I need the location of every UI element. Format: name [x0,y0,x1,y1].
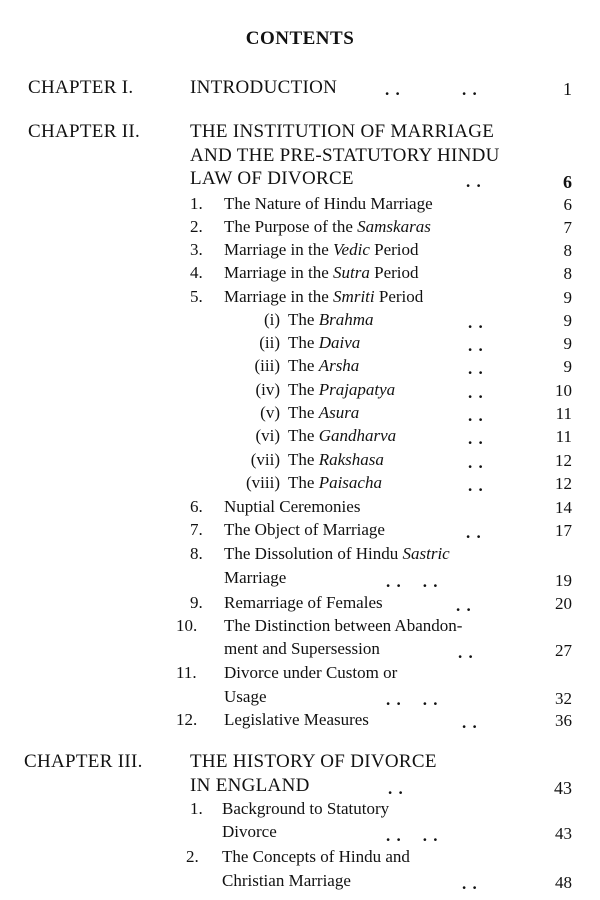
chapter-2-title-line-3: LAW OF DIVORCE [190,168,354,189]
chapter-3-page: 43 [554,778,572,798]
chapter-2-title-line-1: THE INSTITUTION OF MARRIAGE [190,121,495,142]
toc-subitem-leader-dots: . . [468,383,484,402]
toc-item-number: 3. [190,240,203,259]
toc-item-page: 20 [555,594,572,613]
toc-item-page: 19 [555,571,572,590]
toc-subitem-title: The Brahma [288,310,374,329]
toc-item-number: 11. [176,663,197,682]
toc-item-title: Marriage in the Smriti Period [224,287,424,306]
chapter-1-leader-dots-2: . . [462,80,478,99]
toc-subitem-page: 9 [563,311,572,330]
toc-item-number: 1. [190,194,203,213]
chapter-2-page: 6 [563,172,572,192]
toc-subitem-page: 9 [563,334,572,353]
toc-item-leader-dots: . . [458,643,474,662]
toc-subitem-numeral: (viii) [246,473,280,492]
toc-subitem-page: 11 [555,404,572,423]
toc-subitem-page: 12 [555,451,572,470]
toc-subitem-numeral: (iv) [255,380,280,399]
chapter-2-leader-dots: . . [466,172,482,191]
chapter-3-title-line-1: THE HISTORY OF DIVORCE [190,751,437,772]
chapter-3-title-line-2: IN ENGLAND [190,775,310,796]
toc-item-leader-dots: . . . . [386,572,439,591]
toc-subitem-leader-dots: . . [468,313,484,332]
toc-subitem-leader-dots: . . [468,406,484,425]
toc-item-title: Background to Statutory [222,799,390,818]
toc-item-number: 12. [176,710,198,729]
toc-item-page: 6 [563,195,572,214]
toc-item-page: 7 [563,218,572,237]
chapter-3-label: CHAPTER III. [24,751,143,772]
toc-subitem-leader-dots: . . [468,336,484,355]
toc-item-leader-dots: . . . . [386,826,439,845]
toc-subitem-page: 11 [555,427,572,446]
toc-item-title: The Nature of Hindu Marriage [224,194,433,213]
toc-item-page: 9 [563,288,572,307]
toc-subitem-leader-dots: . . [468,453,484,472]
toc-item-number: 9. [190,593,203,612]
toc-item-number: 8. [190,544,203,563]
toc-item-title: The Dissolution of Hindu Sastric [224,544,450,563]
toc-subitem-title: The Daiva [288,333,361,352]
toc-item-title: Nuptial Ceremonies [224,497,361,516]
toc-subitem-title: The Prajapatya [288,380,396,399]
toc-item-page: 32 [555,689,572,708]
toc-item-title: The Purpose of the Samskaras [224,217,431,236]
chapter-1-page: 1 [563,79,572,99]
toc-item-title-continued: Divorce [222,822,277,841]
toc-subitem-leader-dots: . . [468,476,484,495]
toc-item-title-continued: Christian Marriage [222,871,351,890]
toc-item-number: 4. [190,263,203,282]
toc-subitem-numeral: (vi) [255,426,280,445]
toc-item-leader-dots: . . . . [386,690,439,709]
toc-item-title-continued: Marriage [224,568,287,587]
toc-item-page: 8 [563,241,572,260]
toc-item-page: 48 [555,873,572,892]
toc-item-page: 36 [555,711,572,730]
toc-item-number: 6. [190,497,203,516]
toc-subitem-numeral: (iii) [254,356,280,375]
toc-item-leader-dots: . . [462,713,478,732]
toc-subitem-page: 12 [555,474,572,493]
toc-item-title: Marriage in the Vedic Period [224,240,419,259]
toc-subitem-numeral: (v) [260,403,280,422]
toc-item-number: 7. [190,520,203,539]
toc-item-title: The Distinction between Abandon- [224,616,463,635]
toc-subitem-numeral: (i) [263,310,280,329]
toc-item-number: 5. [190,287,203,306]
toc-subitem-numeral: (ii) [259,333,280,352]
toc-item-leader-dots: . . [466,523,482,542]
toc-item-number: 10. [176,616,198,635]
toc-item-title: Remarriage of Females [224,593,383,612]
chapter-1-title: INTRODUCTION [190,77,338,98]
toc-item-number: 2. [190,217,203,236]
toc-item-number: 1. [190,799,203,818]
toc-item-page: 17 [555,521,572,540]
toc-subitem-title: The Rakshasa [288,450,384,469]
toc-subitem-numeral: (vii) [250,450,280,469]
toc-item-page: 27 [555,641,572,660]
toc-item-title: Legislative Measures [224,710,369,729]
toc-item-title: The Concepts of Hindu and [222,847,410,866]
toc-item-page: 8 [563,264,572,283]
toc-subitem-page: 10 [555,381,572,400]
toc-subitem-title: The Asura [288,403,360,422]
chapter-2-title-line-2: AND THE PRE-STATUTORY HINDU [190,145,500,166]
toc-subitem-title: The Paisacha [288,473,382,492]
chapter-1-label: CHAPTER I. [28,77,134,98]
toc-subitem-leader-dots: . . [468,429,484,448]
toc-item-title: Divorce under Custom or [224,663,398,682]
page-title: CONTENTS [245,28,355,49]
toc-item-page: 43 [555,824,572,843]
chapter-2-label: CHAPTER II. [28,121,141,142]
toc-item-title-continued: Usage [224,687,267,706]
toc-item-page: 14 [555,498,572,517]
toc-item-title: The Object of Marriage [224,520,385,539]
chapter-1-leader-dots: . . [385,80,401,99]
toc-subitem-leader-dots: . . [468,359,484,378]
toc-subitem-title: The Gandharva [288,426,397,445]
toc-item-leader-dots: . . [462,874,478,893]
toc-subitem-title: The Arsha [288,356,360,375]
toc-item-title-continued: ment and Supersession [224,639,380,658]
chapter-3-leader-dots: . . [388,779,404,798]
toc-item-title: Marriage in the Sutra Period [224,263,419,282]
toc-item-number: 2. [186,847,199,866]
toc-item-leader-dots: . . [456,596,472,615]
toc-subitem-page: 9 [563,357,572,376]
